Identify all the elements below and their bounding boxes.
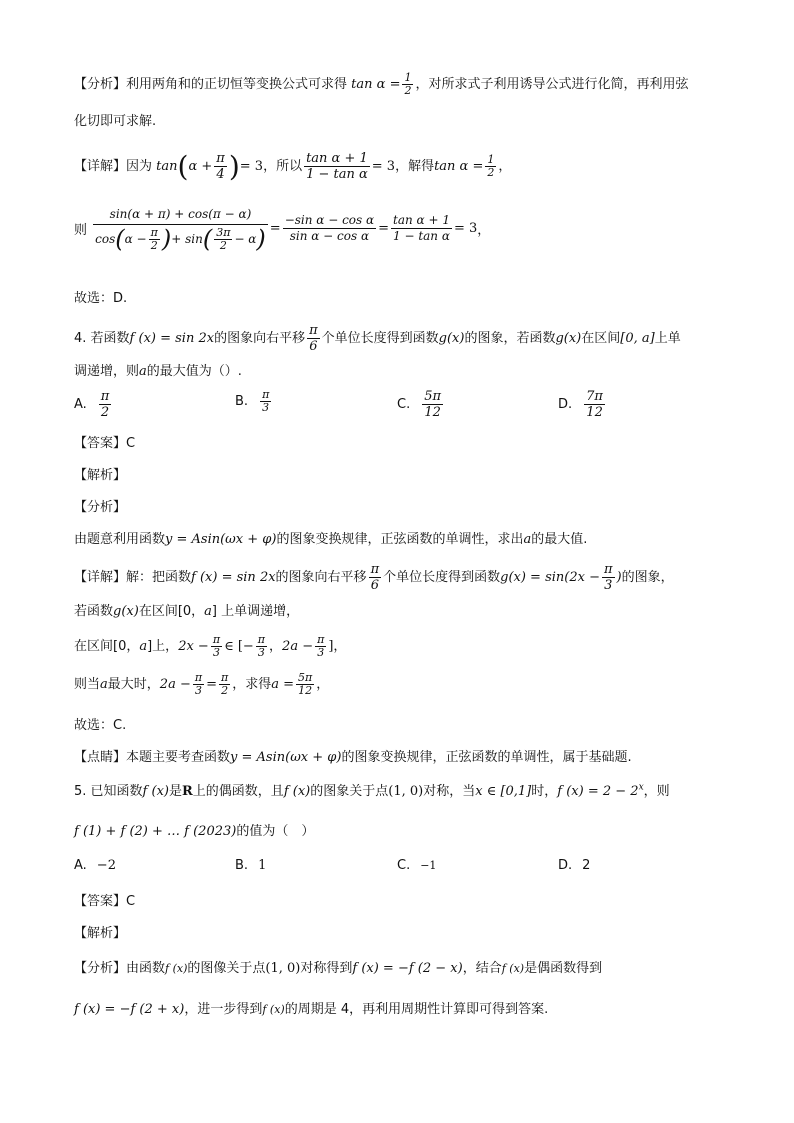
answer-q5: 【答案】C (74, 894, 136, 909)
fenxi-q4-text: 由题意利用函数y = Asin(ωx + φ)的图象变换规律，正弦函数的单调性，求出a的最大值. (74, 532, 588, 547)
question-5-stem-line1: 5. 已知函数f (x)是R上的偶函数，且f (x)的图象关于点(1, 0)对称，当x ∈ [0,1]时，f $(x) = 2 - 2^x$，则 (74, 782, 670, 799)
analysis-tag: 【分析】 (74, 77, 127, 92)
jiexi-q5: 【解析】 (74, 926, 127, 941)
option-c: C. −1 (397, 858, 437, 873)
analysis-q3-line2: 化切即可求解. (74, 114, 157, 129)
detail-q4-line2: 若函数g(x)在区间[0，a] 上单调递增， (74, 604, 300, 619)
option-b: B. $\frac{\pi}{3}$ (235, 388, 270, 414)
option-b: B. 1 (235, 858, 267, 873)
option-a: A. $\frac{\pi}{2}$ (74, 389, 110, 420)
detail-q3-line1: 【详解】因为 tan(α + $\frac{\pi}{4}$ )= 3，所以 $\frac{\text{tan α + 1}}{\text{1 − tan α}}$ = 3，解得tan α = $\frac{1}{2}$ ， (74, 150, 512, 183)
option-a: A. −2 (74, 858, 116, 873)
detail-q4-line3: 在区间[0，a]上，2x − $\frac{\pi}{3}$ ∈ [− $\frac{\pi}{3}$ ，2a − $\frac{\pi}{3}$ ]， (74, 633, 347, 659)
detail-q3-line2: 则 sin(α + π) + cos(π − α) cos(α − $\frac{\pi}{2}$ )+ sin( $\frac{3\pi}{2}$ − α) = $\frac{\text{−sin α − cos α}}{\text{sin α − cos α}}$ = $\frac{\text{tan α + 1}}{\text{1 − tan α}}$ = 3， (74, 207, 491, 253)
question-5-stem-line2: f (1) + f (2) + … f (2023)的值为（ ） (74, 824, 315, 839)
choose-q4: 故选：C. (74, 718, 127, 733)
jiexi-q4: 【解析】 (74, 468, 127, 483)
fenxi-q5-line2: f (x) = −f (2 + x)，进一步得到f (x)的周期是 4，再利用周期性计算即可得到答案. (74, 1002, 549, 1017)
question-4-stem-line2: 调递增，则a的最大值为（）. (74, 364, 242, 379)
question-4-stem-line1: 4. 若函数f (x) = sin 2x的图象向右平移 $\frac{\pi}{6}$ 个单位长度得到函数g(x)的图象，若函数g(x)在区间[0, a]上单 (74, 323, 681, 354)
fraction: $\frac{1}{2}$ (404, 71, 412, 97)
answer-q4: 【答案】C (74, 436, 136, 451)
option-d: D. 2 (558, 858, 591, 873)
fenxi-q4: 【分析】 (74, 500, 127, 515)
choose-q3: 故选：D. (74, 291, 128, 306)
analysis-q3-line1: 【分析】利用两角和的正切恒等变换公式可求得 tan α = $\frac{1}{2}$ ，对所求式子利用诱导公式进行化简，再利用弦 (74, 71, 689, 97)
fenxi-q5-line1: 【分析】由函数f (x)的图像关于点(1, 0)对称得到f (x) = −f (2 − x)，结合f (x)是偶函数得到 (74, 961, 603, 976)
detail-q4-line1: 【详解】解：把函数f (x) = sin 2x的图象向右平移 $\frac{\pi}{6}$ 个单位长度得到函数g(x) = sin(2x − $\frac{\pi}{3}$ )的图象， (74, 562, 674, 593)
dianjing-q4: 【点睛】本题主要考查函数y = Asin(ωx + φ)的图象变换规律，正弦函数的单调性，属于基础题. (74, 750, 632, 765)
option-d: D. $\frac{7\pi}{12}$ (558, 389, 603, 420)
option-c: C. $\frac{5\pi}{12}$ (397, 389, 442, 420)
detail-q4-line4: 则当a最大时，2a − $\frac{\pi}{3}$ = $\frac{\pi}{2}$ ，求得a = $\frac{5\pi}{12}$ ， (74, 671, 330, 697)
